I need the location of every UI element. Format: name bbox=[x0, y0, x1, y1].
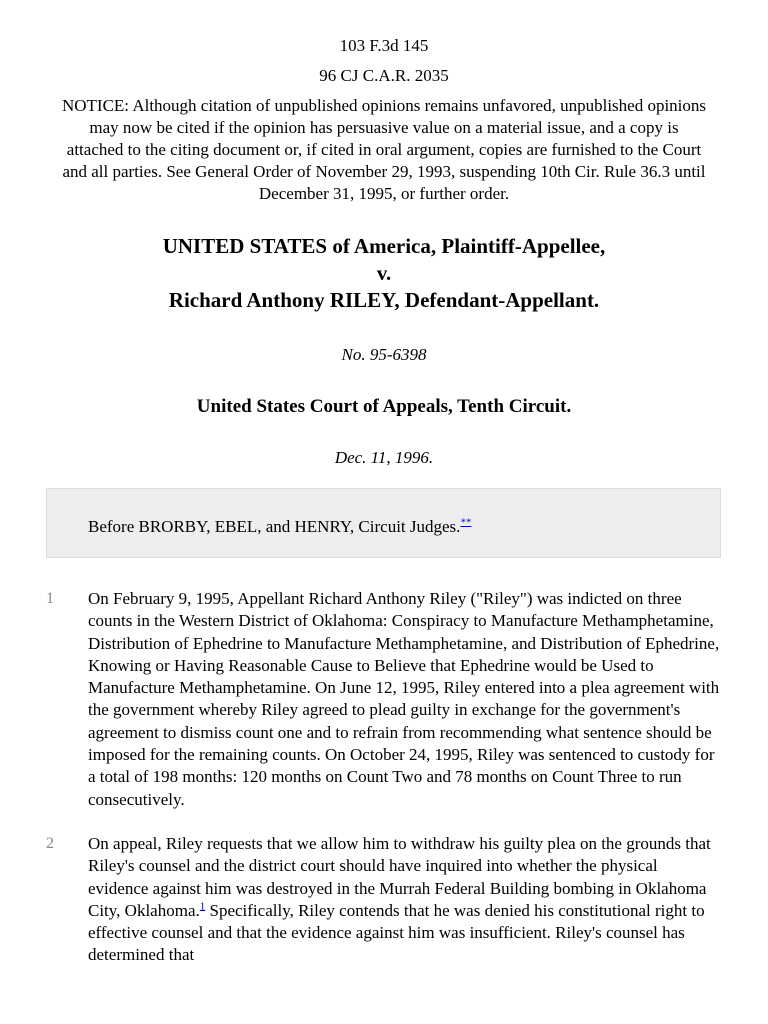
unpublished-notice: NOTICE: Although citation of unpublished opinions remains unfavored, unpublished opinions may now be cited if the opinion has persuasive value on a material issue, and a copy is attached to the citing document or, if cited in oral argument, copies are furnished to the Court and all parties. See General Order of November 29, 1993, suspending 10th Cir. Rule 36.3 until December 31, 1995, or further order. bbox=[61, 96, 707, 203]
decision-date: Dec. 11, 1996. bbox=[334, 448, 434, 467]
case-caption bbox=[0, 233, 768, 314]
paragraph-number: 1 bbox=[46, 590, 54, 607]
paragraph-1 bbox=[46, 588, 721, 811]
judges-panel bbox=[46, 488, 721, 558]
caption-defendant: Richard Anthony RILEY, Defendant-Appellant. bbox=[168, 288, 600, 312]
court-name: United States Court of Appeals, Tenth Circuit. bbox=[196, 396, 572, 417]
reporter-citation: 103 F.3d 145 bbox=[339, 36, 429, 55]
paragraph-2 bbox=[46, 833, 721, 967]
caption-plaintiff: UNITED STATES of America, Plaintiff-Appellee, bbox=[162, 234, 606, 258]
paragraph-number: 2 bbox=[46, 834, 54, 852]
cj-car-citation: 96 CJ C.A.R. 2035 bbox=[319, 66, 449, 85]
paragraph-text: On February 9, 1995, Appellant Richard Anthony Riley ("Riley") was indicted on three counts in the Western District of Oklahoma: Conspiracy to Manufacture Methamphetamine, Distribution of Ephedrine to Manufacture Methamphetamine, and Distribution of Ephedrine, Knowing or Having Reasonable Cause to Believe that Ephedrine would be Used to Manufacture Methamphetamine. On June 12, 1995, Riley entered into a plea agreement with the government whereby Riley agreed to plead guilty in exchange for the government's agreement to dismiss count one and to refrain from recommending what sentence should be imposed for the remaining counts. On October 24, 1995, Riley was sentenced to custody for a total of 198 months: 120 months on Count Two and 78 months on Count Three to run consecutively. bbox=[88, 589, 720, 809]
paragraph-text-after: Specifically, Riley contends that he was denied his constitutional right to effective counsel and that the evidence against him was insufficient. Riley's counsel has determined that bbox=[88, 900, 705, 965]
footnote-1-link[interactable]: 1 bbox=[199, 900, 206, 913]
caption-versus: v. bbox=[376, 261, 392, 285]
paragraph-text-before: On appeal, Riley requests that we allow him to withdraw his guilty plea on the grounds that Riley's counsel and the district court should have inquired into whether the physical evidence against him was destroyed in the Murrah Federal Building bombing in Oklahoma City, Oklahoma. bbox=[88, 833, 711, 920]
judges-footnote-link[interactable]: ** bbox=[460, 516, 472, 529]
judges-text: Before BRORBY, EBEL, and HENRY, Circuit Judges. bbox=[88, 517, 461, 536]
docket-number: No. 95-6398 bbox=[341, 345, 427, 364]
